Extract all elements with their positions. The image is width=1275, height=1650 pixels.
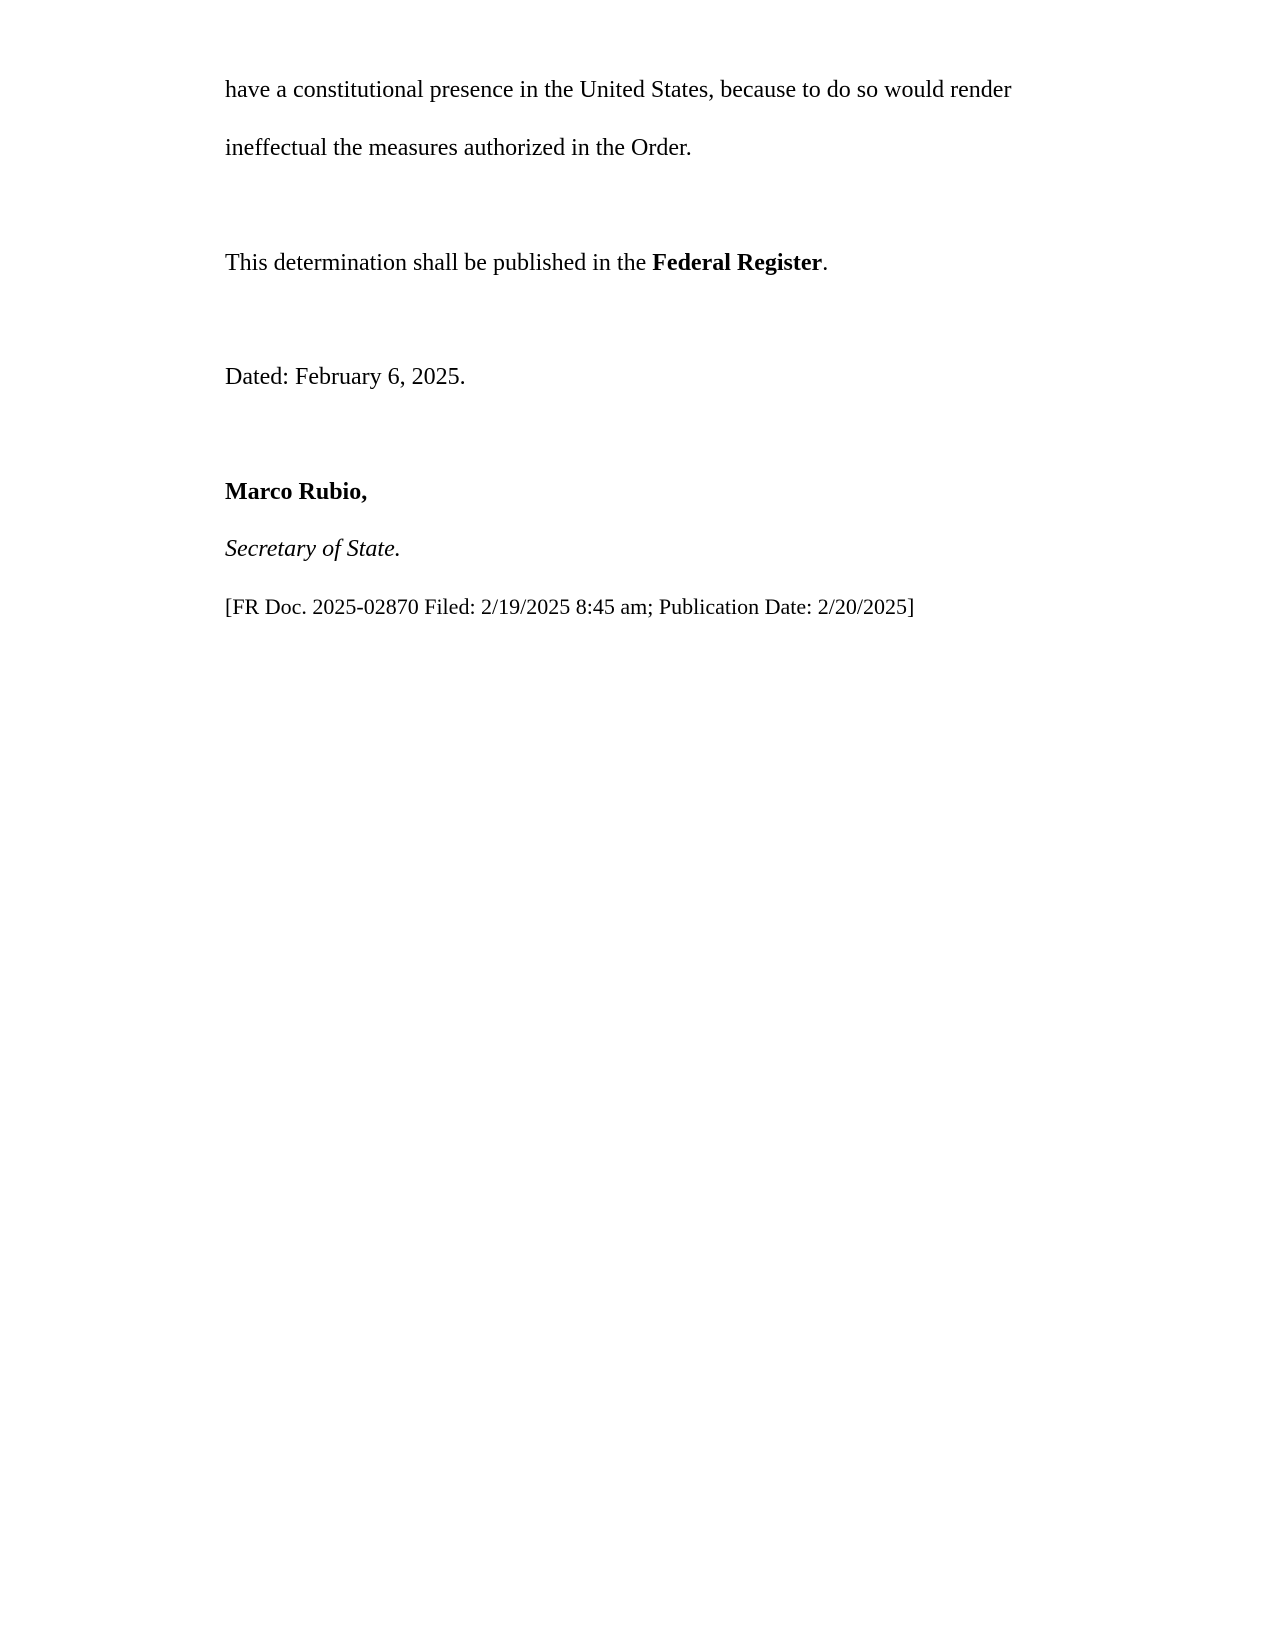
- body-text-line-1: have a constitutional presence in the United States, because to do so would render: [225, 77, 1012, 103]
- signatory-name: Marco Rubio,: [225, 479, 368, 505]
- publication-statement: [225, 248, 828, 278]
- publication-statement-prefix: This determination shall be published in the: [225, 250, 653, 276]
- dated-line: Dated: February 6, 2025.: [225, 364, 466, 390]
- signatory-title: Secretary of State.: [225, 536, 401, 562]
- publication-statement-suffix: .: [822, 250, 829, 276]
- body-text-line-2: ineffectual the measures authorized in the Order.: [225, 135, 692, 161]
- federal-register-emphasis: Federal Register: [652, 250, 823, 276]
- fr-doc-line: [FR Doc. 2025-02870 Filed: 2/19/2025 8:45 am; Publication Date: 2/20/2025]: [225, 594, 915, 619]
